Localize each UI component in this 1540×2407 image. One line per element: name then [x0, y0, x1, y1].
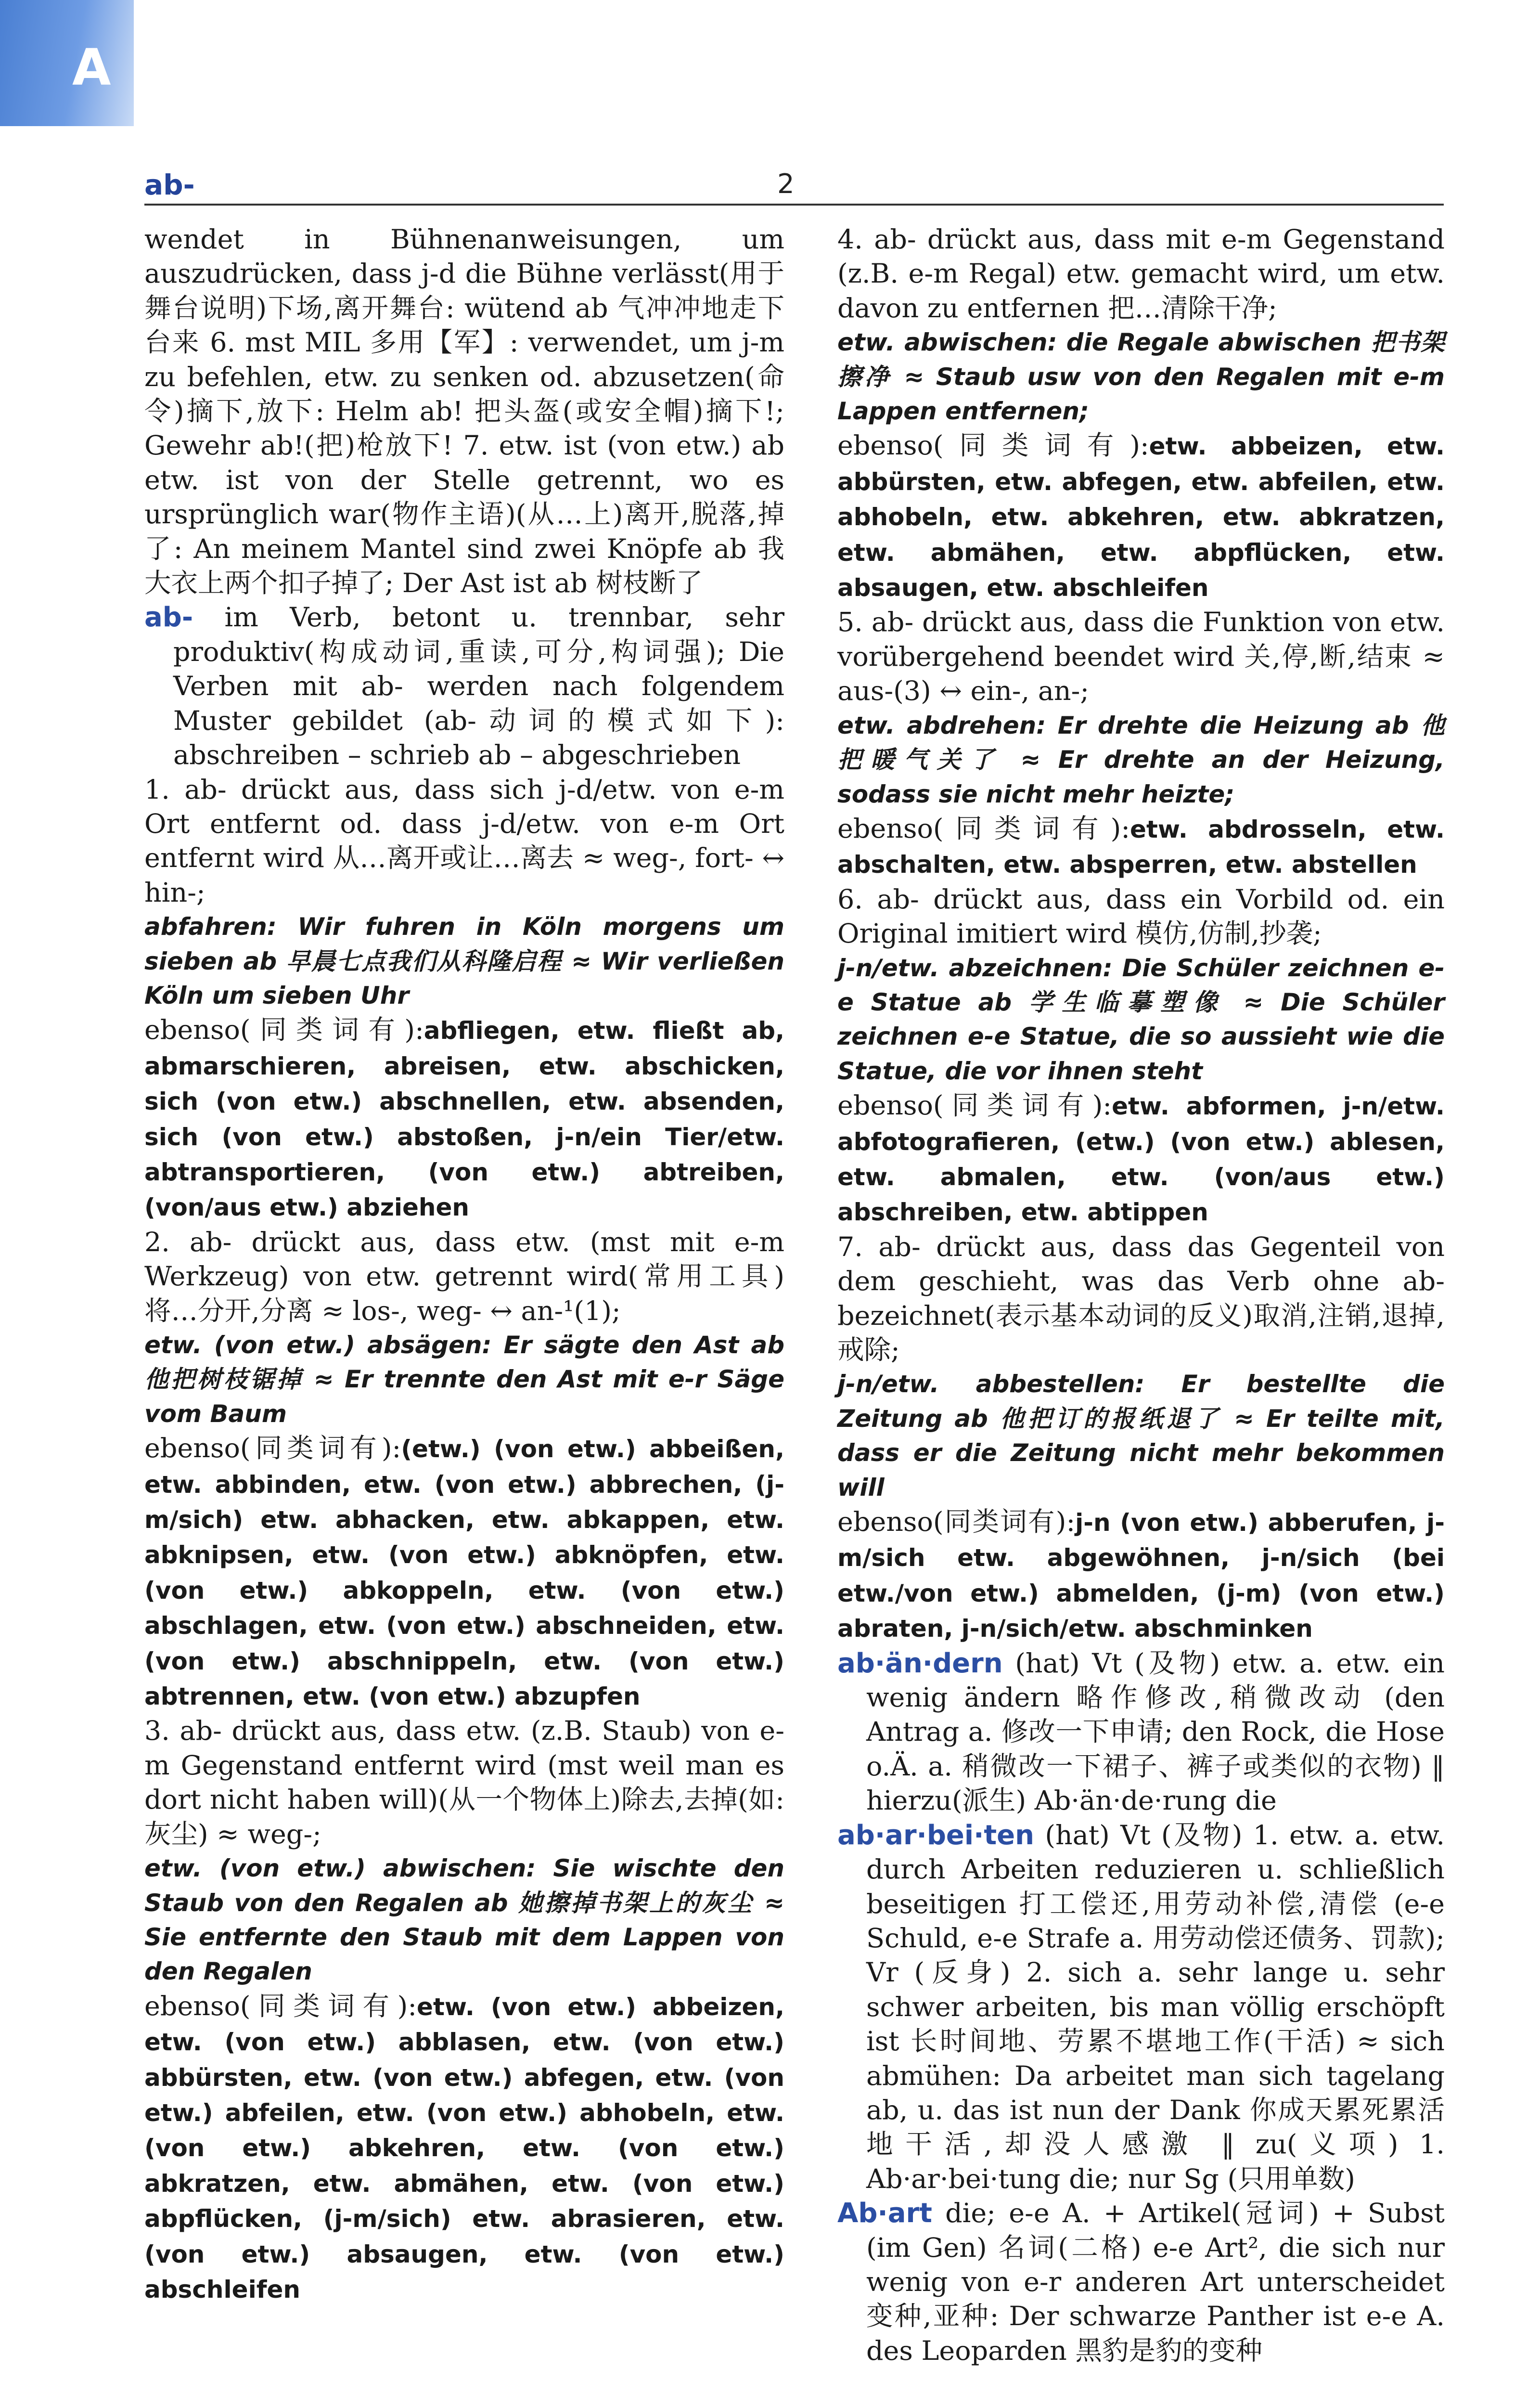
- letter-tab: [0, 0, 134, 126]
- ebenso-label: ebenso(同类词有):: [837, 1090, 1112, 1122]
- ebenso-list: etw. abdrosseln, etw. abschalten, etw. absperren, etw. abstellen: [837, 815, 1445, 879]
- abarbeiten-body: (hat) Vt (及物) 1. etw. a. etw. durch Arbeiten reduzieren u. schließlich beseitigen 打工偿还,用劳动补偿,清偿 (e-e Schuld, e-e Strafe a. 用劳动偿还债务、罚款); Vr (反身) 2. sich a. sehr lange u. sehr schwer arbeiten, bis man völlig erschöpft ist 长时间地、劳累不堪地工作(干活) ≈ sich abmühen: Da arbeitet man sich tagelang ab, u. das ist nun der Dank 你成天累死累活地干活,却没人感激 ‖ zu(义项) 1. Ab·ar·bei·tung die; nur Sg (只用单数): [866, 1819, 1445, 2195]
- ebenso-list: j-n (von etw.) abberufen, j-m/sich etw. abgewöhnen, j-n/sich (bei etw./von etw.) abmelden, (j-m) (von etw.) abraten, j-n/sich/etw. abschminken: [837, 1509, 1445, 1643]
- right-column: [837, 222, 1445, 2368]
- sense-5: 5. ab- drückt aus, dass die Funktion von etw. vorübergehend beendet wird 关,停,断,结束 ≈ aus-(3) ↔ ein-, an-;: [837, 607, 1445, 707]
- sense-3-example: etw. (von etw.) abwischen: Sie wischte den Staub von den Regalen ab 她擦掉书架上的灰尘 ≈ Sie entfernte den Staub mit dem Lappen von den Regalen: [144, 1854, 784, 1986]
- sense-1-example: abfahren: Wir fuhren in Köln morgens um sieben ab 早晨七点我们从科隆启程 ≈ Wir verließen Köln um sieben Uhr: [144, 913, 784, 1009]
- headword-ab: ab-: [144, 602, 193, 634]
- header-rule: [144, 204, 1444, 206]
- sense-1: 1. ab- drückt aus, dass sich j-d/etw. von e-m Ort entfernt od. dass j-d/etw. von e-m Ort entfernt wird 从…离开或让…离去 ≈ weg-, fort- ↔ hin-;: [144, 774, 784, 908]
- sense-7-ebenso: [837, 1505, 1445, 1646]
- abaendern-body: (hat) Vt (及物) etw. a. etw. ein wenig ändern 略作修改,稍微改动 (den Antrag a. 修改一下申请; den Rock, die Hose o.Ä. a. 稍微改一下裙子、裤子或类似的衣物) ‖ hierzu(派生) Ab·än·de·rung die: [866, 1647, 1445, 1817]
- ebenso-list: (etw.) (von etw.) abbeißen, etw. abbinden, etw. (von etw.) abbrechen, (j-m/sich) etw. abhacken, etw. abkappen, etw. abknipsen, etw. (von etw.) abknöpfen, etw. (von etw.) abkoppeln, etw. (von etw.) abschlagen, etw. (von etw.) abschneiden, etw. (von etw.) abschnippeln, etw. (von etw.) abtrennen, etw. (von etw.) abzupfen: [144, 1435, 784, 1711]
- ebenso-label: ebenso(同类词有):: [144, 1433, 401, 1464]
- ebenso-list: abfliegen, etw. fließt ab, abmarschieren, abreisen, etw. abschicken, sich (von etw.) abschnellen, etw. absenden, sich (von etw.) abstoßen, j-n/ein Tier/etw. abtransportieren, (von etw.) abtreiben, (von/aus etw.) abziehen: [144, 1017, 784, 1222]
- sense-5-example: etw. abdrehen: Er drehte die Heizung ab 他把暖气关了 ≈ Er drehte an der Heizung, sodass sie nicht mehr heizte;: [837, 711, 1445, 808]
- headword-abart: Ab·art: [837, 2198, 932, 2229]
- sense-4-ebenso: [837, 428, 1445, 605]
- entry-abaendern: [837, 1646, 1445, 1818]
- ab-intro: im Verb, betont u. trennbar, sehr produktiv(构成动词,重读,可分,构词强); Die Verben mit ab- werden nach folgendem Muster gebildet (ab-动词的模式如下): abschreiben – schrieb ab – abgeschrieben: [173, 602, 784, 771]
- abart-body: die; e-e A. + Artikel(冠词) + Subst (im Gen) 名词(二格) e-e Art², die sich nur wenig von e-r anderen Art unterscheidet 变种,亚种: Der schwarze Panther ist e-e A. des Leoparden 黑豹是豹的变种: [866, 2198, 1445, 2367]
- headword-abaendern: ab·än·dern: [837, 1647, 1003, 1679]
- ebenso-label: ebenso(同类词有):: [144, 1990, 417, 2022]
- sense-7: 7. ab- drückt aus, dass das Gegenteil von dem geschieht, was das Verb ohne ab- bezeichnet(表示基本动词的反义)取消,注销,退掉,戒除;: [837, 1231, 1445, 1366]
- sense-3: 3. ab- drückt aus, dass etw. (z.B. Staub) von e-m Gegenstand entfernt wird (mst weil man es dort nicht haben will)(从一个物体上)除去,去掉(如:灰尘) ≈ weg-;: [144, 1715, 784, 1850]
- ebenso-list: etw. abbeizen, etw. abbürsten, etw. abfegen, etw. abfeilen, etw. abhobeln, etw. abkehren, etw. abkratzen, etw. abmähen, etw. abpflücken, etw. absaugen, etw. abschleifen: [837, 432, 1445, 602]
- sense-4-example: etw. abwischen: die Regale abwischen 把书架擦净 ≈ Staub usw von den Regalen mit e-m Lappen entfernen;: [837, 328, 1445, 426]
- entry-abart: [837, 2196, 1445, 2368]
- sense-2: 2. ab- drückt aus, dass etw. (mst mit e-m Werkzeug) von etw. getrennt wird(常用工具)将…分开,分离 ≈ los-, weg- ↔ an-¹(1);: [144, 1226, 784, 1327]
- letter-tab-label: A: [72, 38, 111, 97]
- guide-word: ab-: [144, 168, 195, 201]
- ebenso-label: ebenso(同类词有):: [837, 813, 1130, 844]
- sense-7-example: j-n/etw. abbestellen: Er bestellte die Zeitung ab 他把订的报纸退了 ≈ Er teilte mit, dass er die Zeitung nicht mehr bekommen will: [837, 1370, 1445, 1501]
- headword-abarbeiten: ab·ar·bei·ten: [837, 1819, 1034, 1851]
- sense-6-example: j-n/etw. abzeichnen: Die Schüler zeichnen e-e Statue ab 学生临摹塑像 ≈ Die Schüler zeichnen e-e Statue, die so aussieht wie die Statue, die vor ihnen steht: [837, 954, 1445, 1085]
- left-column: [144, 222, 784, 2307]
- sense-4: 4. ab- drückt aus, dass mit e-m Gegenstand (z.B. e-m Regal) etw. gemacht wird, um etw. davon zu entfernen 把…清除干净;: [837, 224, 1445, 324]
- ebenso-label: ebenso(同类词有):: [837, 1506, 1076, 1538]
- sense-6-ebenso: [837, 1088, 1445, 1230]
- sense-3-ebenso: [144, 1989, 784, 2307]
- ebenso-list: etw. (von etw.) abbeizen, etw. (von etw.) abblasen, etw. (von etw.) abbürsten, etw. (von etw.) abfegen, etw. (von etw.) abfeilen, etw. (von etw.) abhobeln, etw. (von etw.) abkehren, etw. (von etw.) abkratzen, etw. abmähen, etw. (von etw.) abpflücken, (j-m/sich) etw. abrasieren, etw. (von etw.) absaugen, etw. (von etw.) abschleifen: [144, 1993, 784, 2303]
- sense-6: 6. ab- drückt aus, dass ein Vorbild od. ein Original imitiert wird 模仿,仿制,抄袭;: [837, 883, 1445, 950]
- entry-abarbeiten: [837, 1818, 1445, 2196]
- entry-continuation: wendet in Bühnenanweisungen, um auszudrücken, dass j-d die Bühne verlässt(用于舞台说明)下场,离开舞台: wütend ab 气冲冲地走下台来 6. mst MIL 多用【军】: verwendet, um j-m zu befehlen, etw. zu senken od. abzusetzen(命令)摘下,放下: Helm ab! 把头盔(或安全帽)摘下!; Gewehr ab!(把)枪放下! 7. etw. ist (von etw.) ab etw. ist von der Stelle getrennt, wo es ursprünglich war(物作主语)(从…上)离开,脱落,掉了: An meinem Mantel sind zwei Knöpfe ab 我大衣上两个扣子掉了; Der Ast ist ab 树枝断了: [144, 224, 784, 599]
- ebenso-list: etw. abformen, j-n/etw. abfotografieren, (etw.) (von etw.) ablesen, etw. abmalen, etw. (von/aus etw.) abschreiben, etw. abtippen: [837, 1092, 1445, 1227]
- sense-1-ebenso: [144, 1013, 784, 1225]
- sense-2-example: etw. (von etw.) absägen: Er sägte den Ast ab 他把树枝锯掉 ≈ Er trennte den Ast mit e-r Säge vom Baum: [144, 1331, 784, 1428]
- page-number: 2: [777, 168, 795, 200]
- entry-ab-prefix: [144, 600, 784, 772]
- sense-2-ebenso: [144, 1431, 784, 1714]
- ebenso-label: ebenso(同类词有):: [144, 1014, 424, 1046]
- ebenso-label: ebenso(同类词有):: [837, 430, 1149, 462]
- sense-5-ebenso: [837, 812, 1445, 882]
